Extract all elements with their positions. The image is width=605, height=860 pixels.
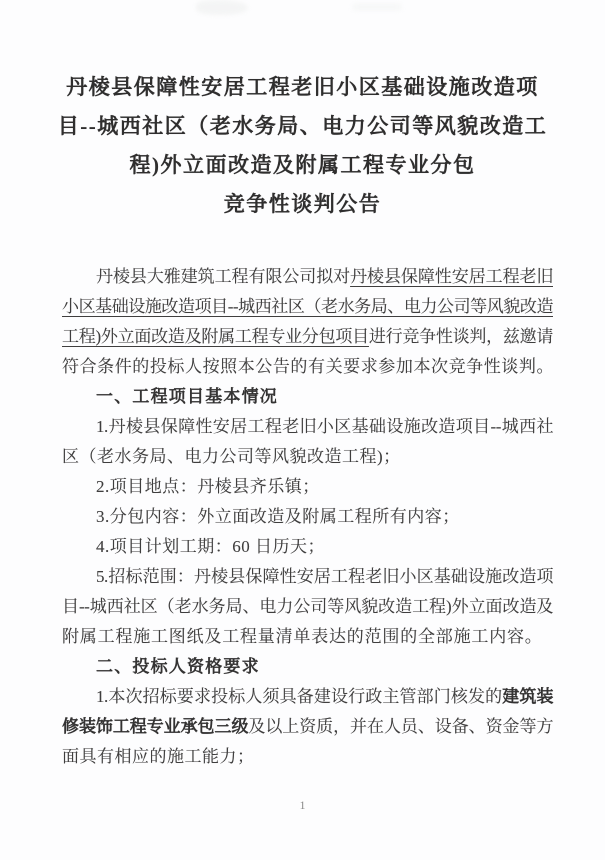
intro-underlined-project-name: 小区基础设施改造项目--城西社区（老水务局、电力公司等风貌改造: [62, 297, 553, 316]
title-line-4: 竞争性谈判公告: [223, 192, 382, 216]
section1-heading: 一、工程项目基本情况: [96, 387, 278, 406]
section2-item1-line-1: [62, 682, 553, 712]
section1-item4: [62, 532, 553, 562]
intro-underlined-project-name: 工程)外立面改造及附属工程专业分包项目: [62, 327, 369, 346]
intro-underlined-project-name: 丹棱县保障性安居工程老旧: [350, 267, 553, 286]
item-text: 5.招标范围：丹棱县保障性安居工程老旧小区基础设施改造项: [96, 567, 553, 586]
item-text: 目--城西社区（老水务局、电力公司等风貌改造工程)外立面改造及: [62, 597, 553, 616]
section1-item5-line-1: [62, 562, 553, 592]
section2-heading: 二、投标人资格要求: [96, 657, 260, 676]
section1-item5-line-2: [62, 592, 553, 622]
intro-line-2: [62, 292, 553, 322]
document-body: [62, 262, 553, 772]
scan-dots-artifact: [352, 3, 402, 11]
intro-line-4: [62, 352, 553, 382]
item-text: 2.项目地点：丹棱县齐乐镇；: [96, 477, 320, 496]
section1-item5-line-3: [62, 622, 553, 652]
title-line-3: 程)外立面改造及附属工程专业分包: [129, 153, 476, 177]
intro-text: 符合条件的投标人按照本公告的有关要求参加本次竞争性谈判。: [62, 357, 553, 376]
item-text: 3.分包内容：外立面改造及附属工程所有内容；: [96, 507, 460, 526]
item-text: 1.本次招标要求投标人须具备建设行政主管部门核发的: [96, 687, 503, 706]
item-text: 及以上资质，并在人员、设备、资金等方: [248, 717, 553, 736]
page-number: 1: [299, 798, 306, 812]
qualification-bold-text: 修装饰工程专业承包三级: [62, 717, 249, 736]
section1-item3: [62, 502, 553, 532]
item-text: 1.丹棱县保障性安居工程老旧小区基础设施改造项目--城西社: [96, 417, 553, 436]
item-text: 4.项目计划工期：60 日历天；: [96, 537, 325, 556]
title-line-1: 丹棱县保障性安居工程老旧小区基础设施改造项: [66, 75, 539, 99]
section2-item1-line-2: [62, 712, 553, 742]
title-line-2: 目--城西社区（老水务局、电力公司等风貌改造工: [57, 114, 548, 138]
section1-item1-line-1: [62, 412, 553, 442]
item-text: 附属工程施工图纸及工程量清单表达的范围的全部施工内容。: [62, 627, 543, 646]
section2-item1-line-3: [62, 742, 553, 772]
intro-line-1: [62, 262, 553, 292]
document-title: [50, 0, 555, 224]
qualification-bold-text: 建筑装: [502, 687, 553, 706]
intro-text: 丹棱县大雅建筑工程有限公司拟对: [96, 267, 351, 286]
section1-item1-line-2: [62, 442, 553, 472]
scan-smudge-artifact: [196, 0, 248, 15]
item-text: 面具有相应的施工能力；: [62, 747, 255, 766]
intro-text: 进行竞争性谈判，兹邀请: [368, 327, 553, 346]
item-text: 区（老水务局、电力公司等风貌改造工程)；: [62, 447, 401, 466]
intro-line-3: [62, 322, 553, 352]
section1-item2: [62, 472, 553, 502]
